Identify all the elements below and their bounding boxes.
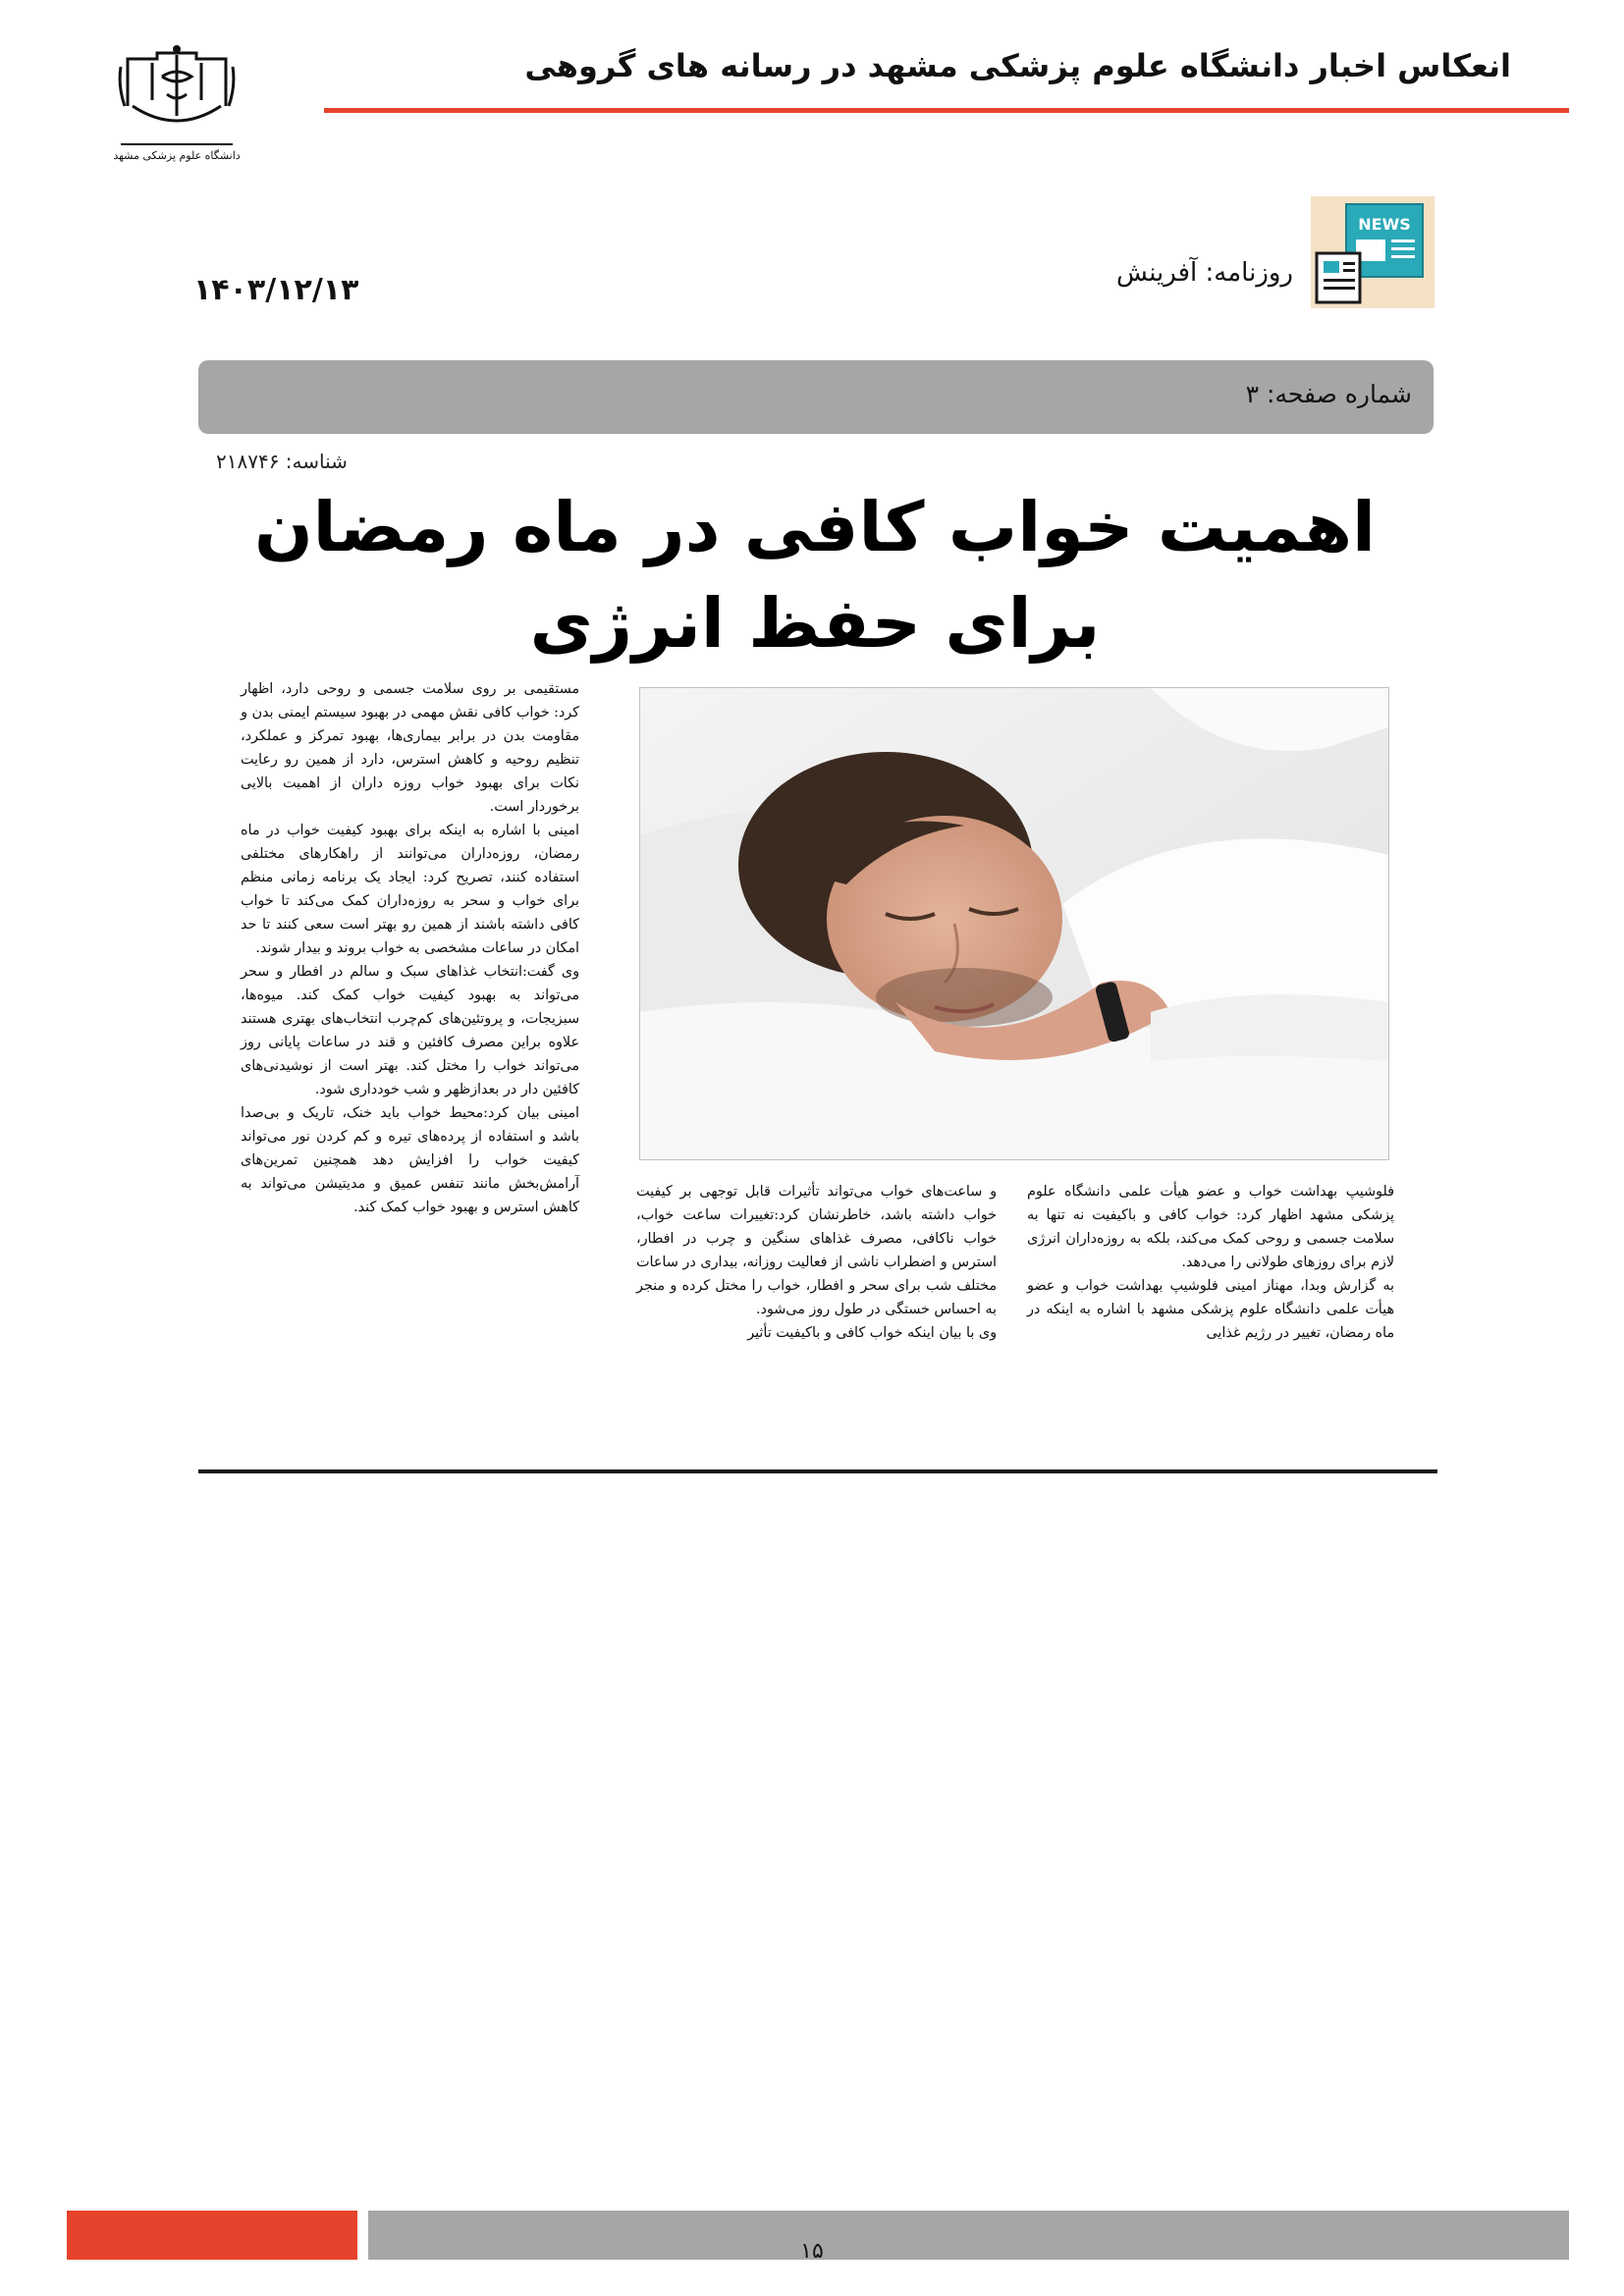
paragraph: به گزارش وبدا، مهناز امینی فلوشیپ بهداشت خواب و عضو هیأت علمی دانشگاه علوم پزشکی مشهد با اشاره به اینکه در ماه رمضان، تغییر در رژیم غذایی	[1027, 1278, 1394, 1341]
svg-text:دانشگاه علوم پزشکی مشهد: دانشگاه علوم پزشکی مشهد	[113, 149, 241, 162]
page-number-label: شماره صفحه: ۳	[1245, 380, 1412, 408]
newspaper-icon	[1311, 196, 1435, 308]
clipping-bottom-rule	[198, 1469, 1437, 1473]
article-column-middle	[636, 1180, 997, 1345]
article-column-right	[1027, 1180, 1394, 1345]
header-title: انعکاس اخبار دانشگاه علوم پزشکی مشهد در رسانه های گروهی	[524, 47, 1511, 84]
paragraph: فلوشیپ بهداشت خواب و عضو هیأت علمی دانشگاه علوم پزشکی مشهد اظهار کرد: خواب کافی و باکیفیت نه تنها به سلامت جسمی و روحی کمک می‌کند، بلکه به روزه‌داران انرژی لازم برای روزهای طولانی را می‌دهد.	[1027, 1184, 1394, 1270]
paragraph: امینی با اشاره به اینکه برای بهبود کیفیت خواب در ماه رمضان، روزه‌داران می‌توانند از راهکارهای مختلفی استفاده کنند، تصریح کرد: ایجاد یک برنامه زمانی منظم برای خواب و سحر به روزه‌داران کمک می‌کند تا خواب کافی داشته باشند از همین رو بهتر است سعی کنند تا حد امکان در ساعات مشخصی به خواب بروند و بیدار شوند.	[241, 823, 579, 956]
paragraph: و ساعت‌های خواب می‌تواند تأثیرات قابل توجهی بر کیفیت خواب داشته باشد، خاطرنشان کرد:تغییرات ساعت خواب، خواب ناکافی، مصرف غذاهای سنگین و چرب در افطار، استرس و اضطراب ناشی از فعالیت روزانه، بیداری در ساعات مختلف شب برای سحر و افطار، خواب را مختل کرده و منجر به احساس خستگی در طول روز می‌شود.	[636, 1184, 997, 1317]
publication-date: ۱۴۰۳/۱۲/۱۳	[193, 273, 359, 307]
page-number-bar	[198, 360, 1434, 434]
paragraph: وی با بیان اینکه خواب کافی و باکیفیت تأثیر	[747, 1325, 997, 1341]
footer-page-number: ۱۵	[800, 2239, 824, 2264]
svg-text:NEWS: NEWS	[1358, 215, 1411, 234]
paragraph: امینی بیان کرد:محیط خواب باید خنک، تاریک و بی‌صدا باشد و استفاده از پرده‌های تیره و کم کردن نور می‌تواند کیفیت خواب را افزایش دهد همچنین تمرین‌های آرامش‌بخش مانند تنفس عمیق و مدیتیشن می‌تواند به کاهش استرس و بهبود خواب کمک کند.	[241, 1105, 579, 1215]
article-column-left	[241, 677, 579, 1219]
university-logo-icon	[113, 37, 241, 165]
paragraph: مستقیمی بر روی سلامت جسمی و روحی دارد، اظهار کرد: خواب کافی نقش مهمی در بهبود سیستم ایمنی بدن و مقاومت بدن در برابر بیماری‌ها، بهبود تمرکز و عملکرد، تنظیم روحیه و کاهش استرس، دارد از همین رو رعایت نکات برای بهبود خواب روزه داران از اهمیت بالایی برخوردار است.	[241, 681, 579, 815]
article-id: شناسه: ۲۱۸۷۴۶	[216, 450, 348, 473]
paragraph: وی گفت:انتخاب غذاهای سبک و سالم در افطار و سحر می‌تواند به بهبود کیفیت خواب کمک کند. میوه‌ها، سبزیجات، و پروتئین‌های کم‌چرب انتخاب‌های بهتری هستند علاوه براین مصرف کافئین و قند در ساعات پایانی روز می‌تواند خواب را مختل کند. بهتر است از نوشیدنی‌های کافئین دار در بعدازظهر و شب خودداری شود.	[241, 964, 579, 1097]
header-rule	[324, 108, 1569, 113]
article-headline: اهمیت خواب کافی در ماه رمضان برای حفظ انرژی	[253, 487, 1377, 664]
newspaper-source: روزنامه: آفرینش	[1116, 258, 1293, 288]
sleeping-man-photo	[639, 687, 1389, 1160]
